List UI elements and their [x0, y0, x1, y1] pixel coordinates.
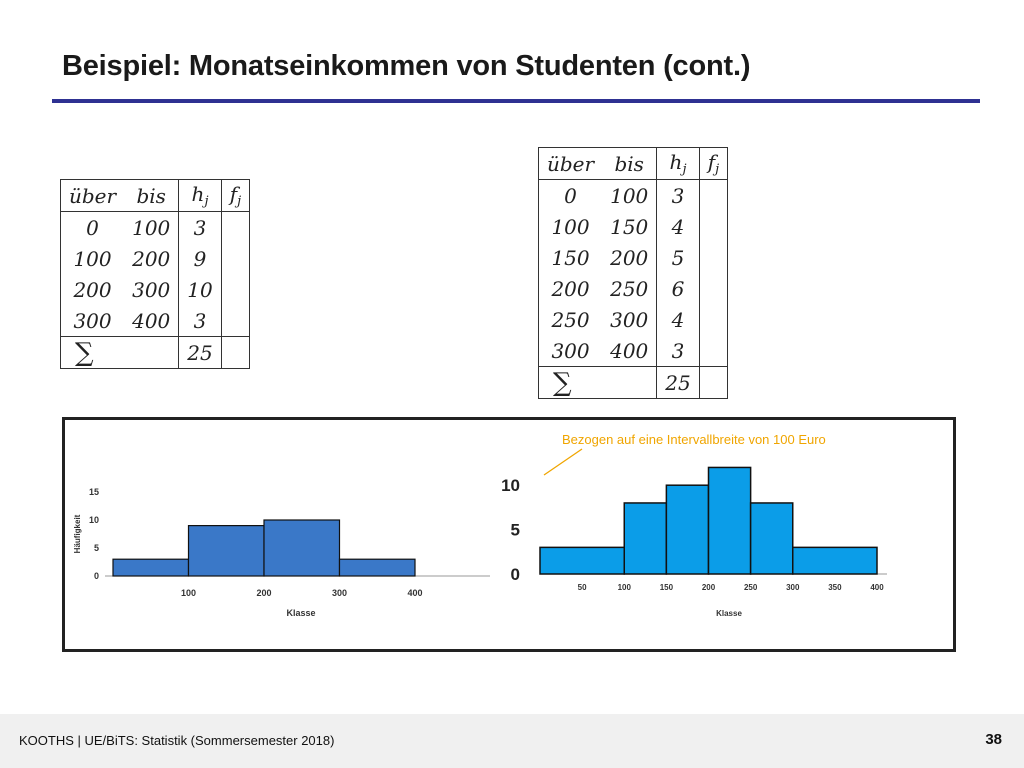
cell-h: 9 [179, 243, 221, 274]
x-tick-label: 350 [828, 583, 842, 592]
y-tick-label: 15 [88, 487, 99, 497]
cell-from: 100 [73, 246, 112, 271]
cell-f [221, 212, 249, 244]
sum-row [61, 337, 250, 369]
sum-symbol: ∑ [61, 337, 179, 369]
x-tick-label: 100 [180, 588, 197, 598]
table-row [539, 242, 728, 273]
table-row [61, 212, 250, 244]
cell-from: 300 [551, 338, 590, 363]
cell-to: 100 [610, 183, 649, 208]
x-tick-label: 150 [659, 583, 674, 592]
cell-from: 200 [551, 276, 590, 301]
table-row [539, 211, 728, 242]
x-tick-label: 200 [701, 583, 716, 592]
cell-f [699, 335, 727, 367]
x-tick-label: 100 [617, 583, 631, 592]
histogram-bar [340, 559, 416, 576]
y-axis-label: Häufigkeit [73, 514, 82, 554]
cell-from: 250 [551, 307, 590, 332]
y-tick-label: 0 [510, 565, 520, 584]
y-tick-label: 5 [510, 520, 520, 540]
sum-f [221, 337, 249, 369]
table-row [61, 243, 250, 274]
histogram-bar [540, 547, 624, 574]
cell-h: 3 [657, 335, 699, 367]
cell-to: 400 [132, 308, 171, 333]
histogram-bar [793, 547, 877, 574]
header-to: bis [602, 148, 657, 180]
cell-f [699, 242, 727, 273]
cell-from: 300 [73, 308, 112, 333]
histogram-panel [62, 417, 956, 652]
cell-to: 250 [610, 276, 649, 301]
cell-to: 400 [610, 338, 649, 363]
x-tick-label: 250 [743, 583, 758, 592]
frequency-table-fine [538, 147, 728, 399]
cell-from: 200 [73, 277, 112, 302]
histogram-bar [264, 520, 340, 576]
header-from: über [61, 180, 125, 212]
cell-to: 300 [132, 277, 171, 302]
x-tick-label: 400 [407, 588, 423, 598]
frequency-table-coarse [60, 179, 250, 369]
x-axis-label: Klasse [716, 609, 742, 618]
sum-symbol: ∑ [539, 367, 657, 399]
table-row [539, 335, 728, 367]
y-tick-label: 0 [93, 571, 99, 581]
annotation-text: Bezogen auf eine Intervallbreite von 100 Euro [562, 432, 826, 447]
sum-row [539, 367, 728, 399]
cell-from: 100 [551, 214, 590, 239]
histogram-bar [666, 485, 708, 574]
histogram-bar [751, 503, 793, 574]
table-row [539, 273, 728, 304]
cell-h: 6 [657, 273, 699, 304]
x-tick-label: 200 [256, 588, 272, 598]
header-f: $f_j$ [699, 148, 727, 180]
cell-f [699, 304, 727, 335]
header-to: bis [124, 180, 179, 212]
slide-title: Beispiel: Monatseinkommen von Studenten (cont.) [62, 50, 751, 82]
cell-h: 4 [657, 211, 699, 242]
x-axis-label: Klasse [286, 608, 316, 618]
annotation-pointer [544, 449, 582, 475]
header-h: $h_j$ [179, 180, 221, 212]
sum-h: 25 [657, 367, 699, 399]
cell-h: 4 [657, 304, 699, 335]
x-tick-label: 50 [577, 583, 587, 592]
cell-to: 300 [610, 307, 649, 332]
cell-f [221, 274, 249, 305]
header-from: über [539, 148, 603, 180]
cell-h: 3 [179, 305, 221, 337]
histogram-bar [189, 526, 265, 576]
table-row [61, 274, 250, 305]
cell-f [699, 180, 727, 212]
histogram-canvas [65, 420, 953, 649]
page-number: 38 [985, 731, 1002, 748]
histogram-bar [709, 467, 751, 574]
cell-from: 150 [551, 245, 590, 270]
cell-h: 5 [657, 242, 699, 273]
cell-h: 3 [657, 180, 699, 212]
cell-to: 100 [132, 215, 171, 240]
cell-from: 0 [86, 215, 99, 240]
x-tick-label: 400 [870, 583, 884, 592]
histogram-bar [624, 503, 666, 574]
x-tick-label: 300 [331, 588, 348, 598]
table-row [539, 304, 728, 335]
table-row [539, 180, 728, 212]
table-row [61, 305, 250, 337]
y-tick-label: 5 [93, 543, 99, 553]
y-tick-label: 10 [501, 476, 520, 496]
footer-text: KOOTHS | UE/BiTS: Statistik (Sommersemester 2018) [19, 733, 335, 748]
cell-f [699, 211, 727, 242]
histogram-bar [113, 559, 189, 576]
cell-to: 200 [610, 245, 649, 270]
cell-to: 150 [610, 214, 649, 239]
header-f: $f_j$ [221, 180, 249, 212]
y-tick-label: 10 [88, 515, 99, 525]
cell-from: 0 [564, 183, 577, 208]
cell-f [699, 273, 727, 304]
cell-h: 10 [179, 274, 221, 305]
cell-f [221, 243, 249, 274]
cell-h: 3 [179, 212, 221, 244]
cell-to: 200 [132, 246, 171, 271]
sum-h: 25 [179, 337, 221, 369]
title-underline [52, 99, 980, 103]
sum-f [699, 367, 727, 399]
cell-f [221, 305, 249, 337]
header-h: $h_j$ [657, 148, 699, 180]
x-tick-label: 300 [786, 583, 800, 592]
